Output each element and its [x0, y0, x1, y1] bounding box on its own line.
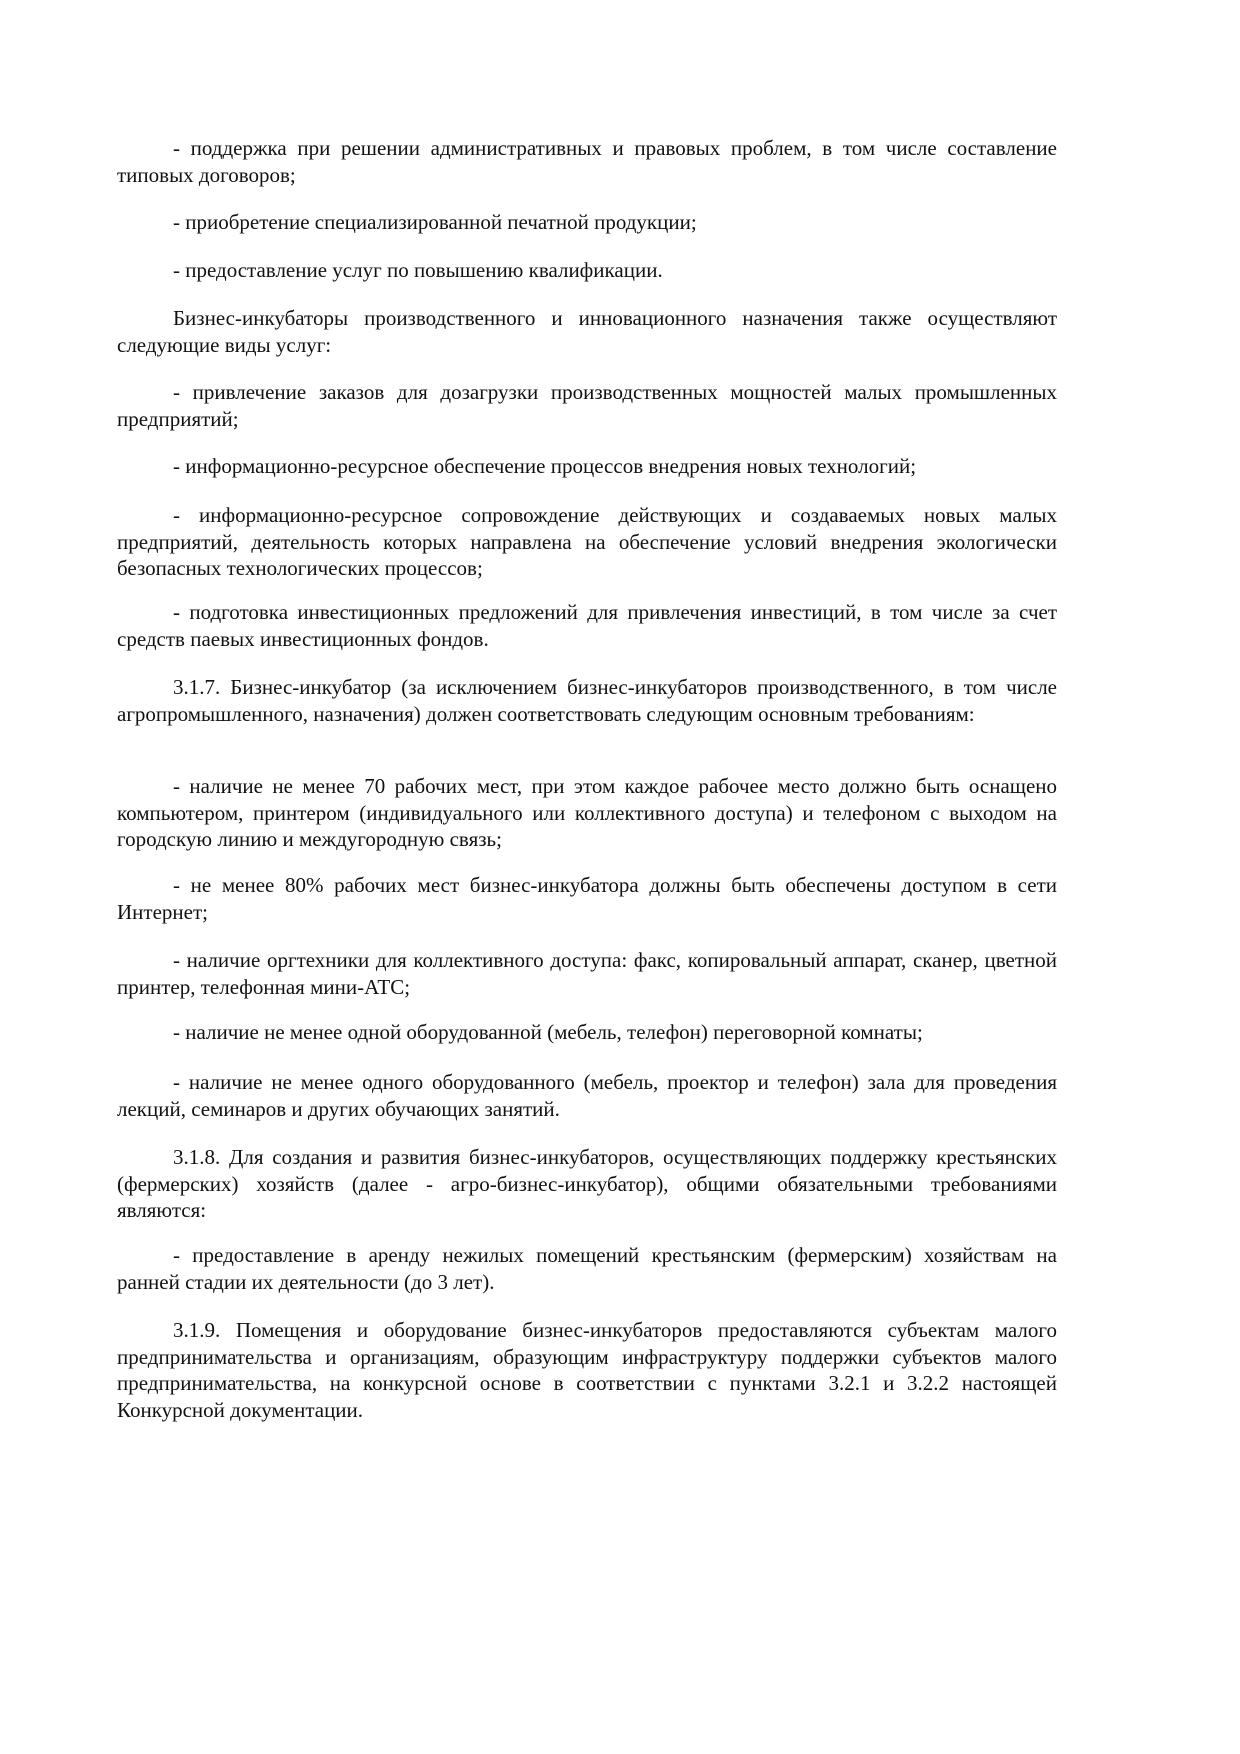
section-3-1-9: 3.1.9. Помещения и оборудование бизнес-инкубаторов предоставляются субъектам малого предпринимательства и организациям, образующим инфраструктуру поддержки субъектов малого предпринимательства, на конкурсной основе в соответствии с пунктами 3.2.1 и 3.2.2 настоящей Конкурсной документации. — [117, 1318, 1057, 1422]
paragraph: - наличие не менее одной оборудованной (мебель, телефон) переговорной комнаты; — [173, 1020, 923, 1044]
paragraph: - наличие не менее 70 рабочих мест, при этом каждое рабочее место должно быть оснащено компьютером, принтером (индивидуального или коллективного доступа) и телефоном с выходом на городскую линию и междугородную связь; — [117, 774, 1057, 851]
paragraph: - наличие оргтехники для коллективного доступа: факс, копировальный аппарат, сканер, цветной принтер, телефонная мини-АТС; — [117, 948, 1057, 999]
section-3-1-8: 3.1.8. Для создания и развития бизнес-инкубаторов, осуществляющих поддержку крестьянских (фермерских) хозяйств (далее - агро-бизнес-инкубатор), общими обязательными требованиями являются: — [117, 1145, 1057, 1222]
paragraph: - подготовка инвестиционных предложений для привлечения инвестиций, в том числе за счет средств паевых инвестиционных фондов. — [117, 600, 1057, 651]
section-3-1-7: 3.1.7. Бизнес-инкубатор (за исключением бизнес-инкубаторов производственного, в том числе агропромышленного, назначения) должен соответствовать следующим основным требованиям: — [117, 675, 1057, 726]
paragraph: - поддержка при решении административных и правовых проблем, в том числе составление типовых договоров; — [117, 136, 1057, 187]
paragraph: - не менее 80% рабочих мест бизнес-инкубатора должны быть обеспечены доступом в сети Интернет; — [117, 873, 1057, 924]
paragraph: - информационно-ресурсное сопровождение действующих и создаваемых новых малых предприятий, деятельность которых направлена на обеспечение условий внедрения экологически безопасных технологических процессов; — [117, 503, 1057, 580]
paragraph: - предоставление в аренду нежилых помещений крестьянским (фермерским) хозяйствам на ранней стадии их деятельности (до 3 лет). — [117, 1243, 1057, 1294]
paragraph: - наличие не менее одного оборудованного (мебель, проектор и телефон) зала для проведения лекций, семинаров и других обучающих занятий. — [117, 1070, 1057, 1121]
paragraph: - приобретение специализированной печатной продукции; — [173, 210, 697, 234]
paragraph: - привлечение заказов для дозагрузки производственных мощностей малых промышленных предприятий; — [117, 380, 1057, 431]
paragraph: Бизнес-инкубаторы производственного и инновационного назначения также осуществляют следующие виды услуг: — [117, 306, 1057, 357]
paragraph: - предоставление услуг по повышению квалификации. — [173, 258, 663, 282]
paragraph: - информационно-ресурсное обеспечение процессов внедрения новых технологий; — [173, 454, 917, 478]
